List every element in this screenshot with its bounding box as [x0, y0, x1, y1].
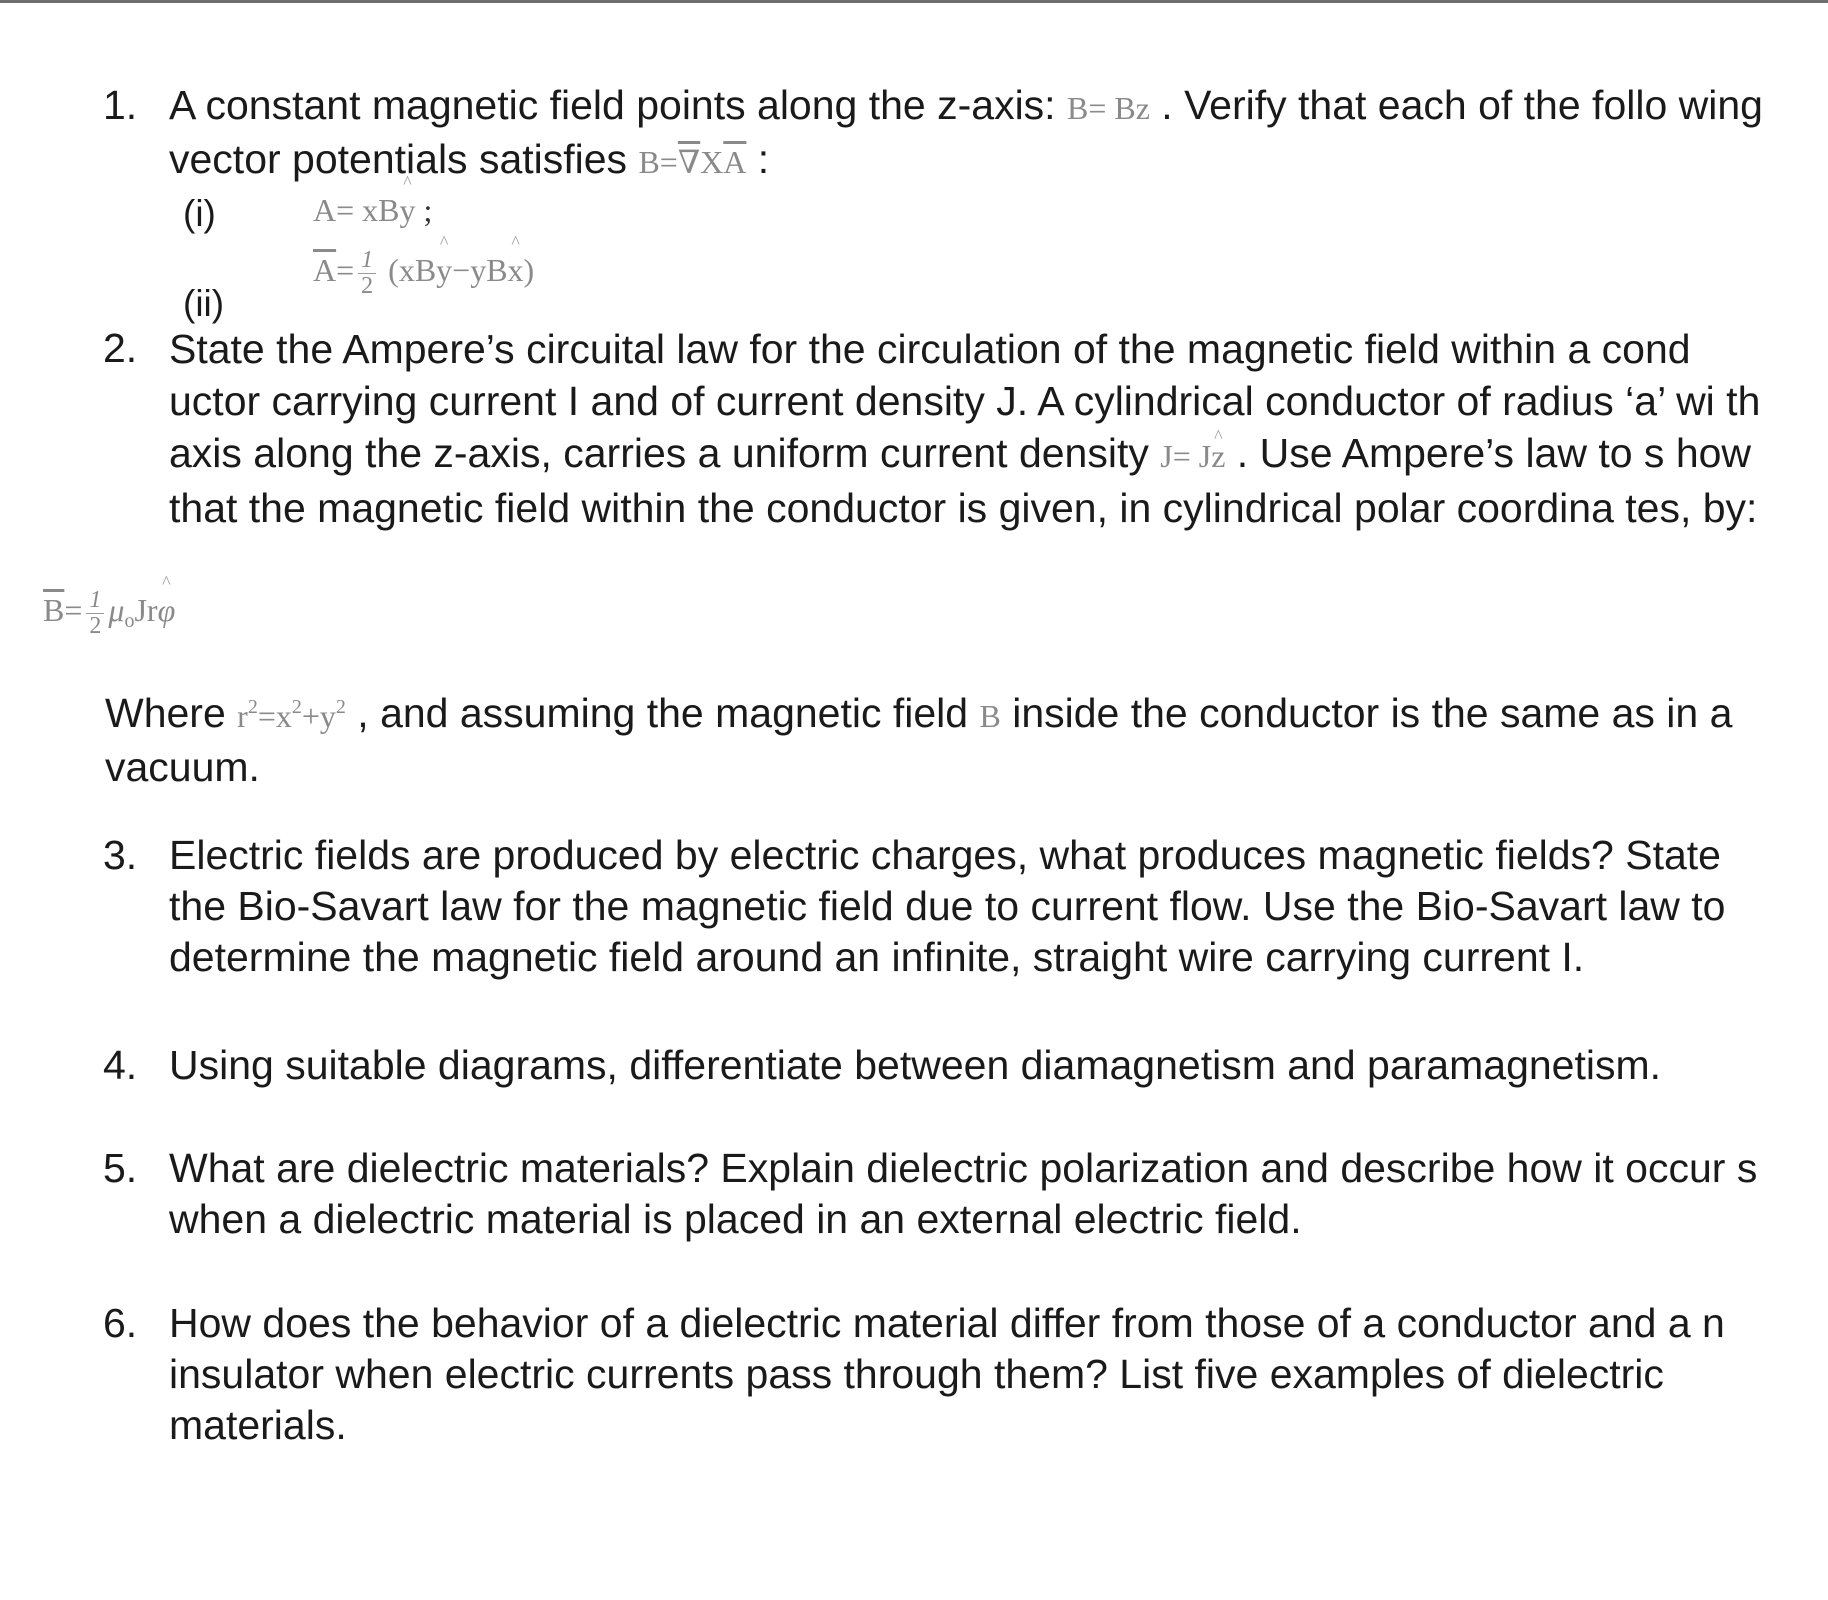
- question-text: State the Ampere’s circuital law for the circulation of the magnetic field within a cond uctor carrying current I and of current density J. A cylindrical conductor of radius ‘a’ wi th axis along the z-axis, carries a uniform current density J= J^ z . Use Ampere’s law to s how that the magnetic field within the conductor is given, in cylindrical polar coordina tes, by:: [169, 323, 1763, 534]
- question-text: Using suitable diagrams, differentiate between diamagnetism and paramagnetism.: [169, 1042, 1662, 1088]
- question-number: 4.: [103, 1042, 138, 1088]
- math-inline: J= J^ z: [1160, 438, 1225, 474]
- where-paragraph: Where $r^2=x^2+y^2$ , and assuming the magnetic field B inside the conductor is the same as in a vacuum.: [105, 690, 1733, 790]
- math-inline: $B=\nabla X\overline{A}$: [638, 144, 747, 180]
- math-inline: B: [979, 698, 1001, 734]
- subpart-formula-i: A= xB^ y ;: [313, 192, 432, 229]
- question-text: What are dielectric materials? Explain dielectric polarization and describe how it occur s when a dielectric material is placed in an external electric field.: [169, 1145, 1758, 1242]
- math-inline: $r^2=x^2+y^2$: [237, 696, 346, 734]
- question-2: [103, 323, 1763, 534]
- subpart-label-i: (i): [183, 193, 216, 234]
- display-formula: $\overline{B}=$ $\frac{1}{2}$ $\mu_oJr\^{}$ φ: [43, 588, 175, 639]
- question-number: 5.: [103, 1145, 138, 1191]
- question-number: 1.: [103, 82, 138, 128]
- math-inline: B= Bz: [1066, 90, 1150, 126]
- question-3: [103, 830, 1763, 983]
- subpart-label-ii: (ii): [183, 283, 225, 324]
- question-5: [103, 1143, 1763, 1245]
- question-4: [103, 1040, 1763, 1091]
- question-6: [103, 1298, 1763, 1451]
- question-text: A constant magnetic field points along the z-axis: B= Bz . Verify that each of the follo wing vector potentials satisfies $B=\nabla X\overline{A}$ :: [169, 82, 1763, 182]
- question-1: [103, 80, 1763, 188]
- top-border-line: [0, 0, 1828, 3]
- question-number: 6.: [103, 1300, 138, 1346]
- question-number: 2.: [103, 325, 138, 371]
- question-text: Electric fields are produced by electric charges, what produces magnetic fields? State the Bio-Savart law for the magnetic field due to current flow. Use the Bio-Savart law to determine the magnetic field around an infinite, straight wire carrying current I.: [169, 832, 1726, 980]
- question-number: 3.: [103, 832, 138, 878]
- question-text: How does the behavior of a dielectric material differ from those of a conductor and a n insulator when electric currents pass through them? List five examples of dielectric materials.: [169, 1300, 1725, 1448]
- subpart-formula-ii: $\overline{A}=$ $\frac{1}{2}$ (xB^ y−yB^ x): [313, 248, 534, 299]
